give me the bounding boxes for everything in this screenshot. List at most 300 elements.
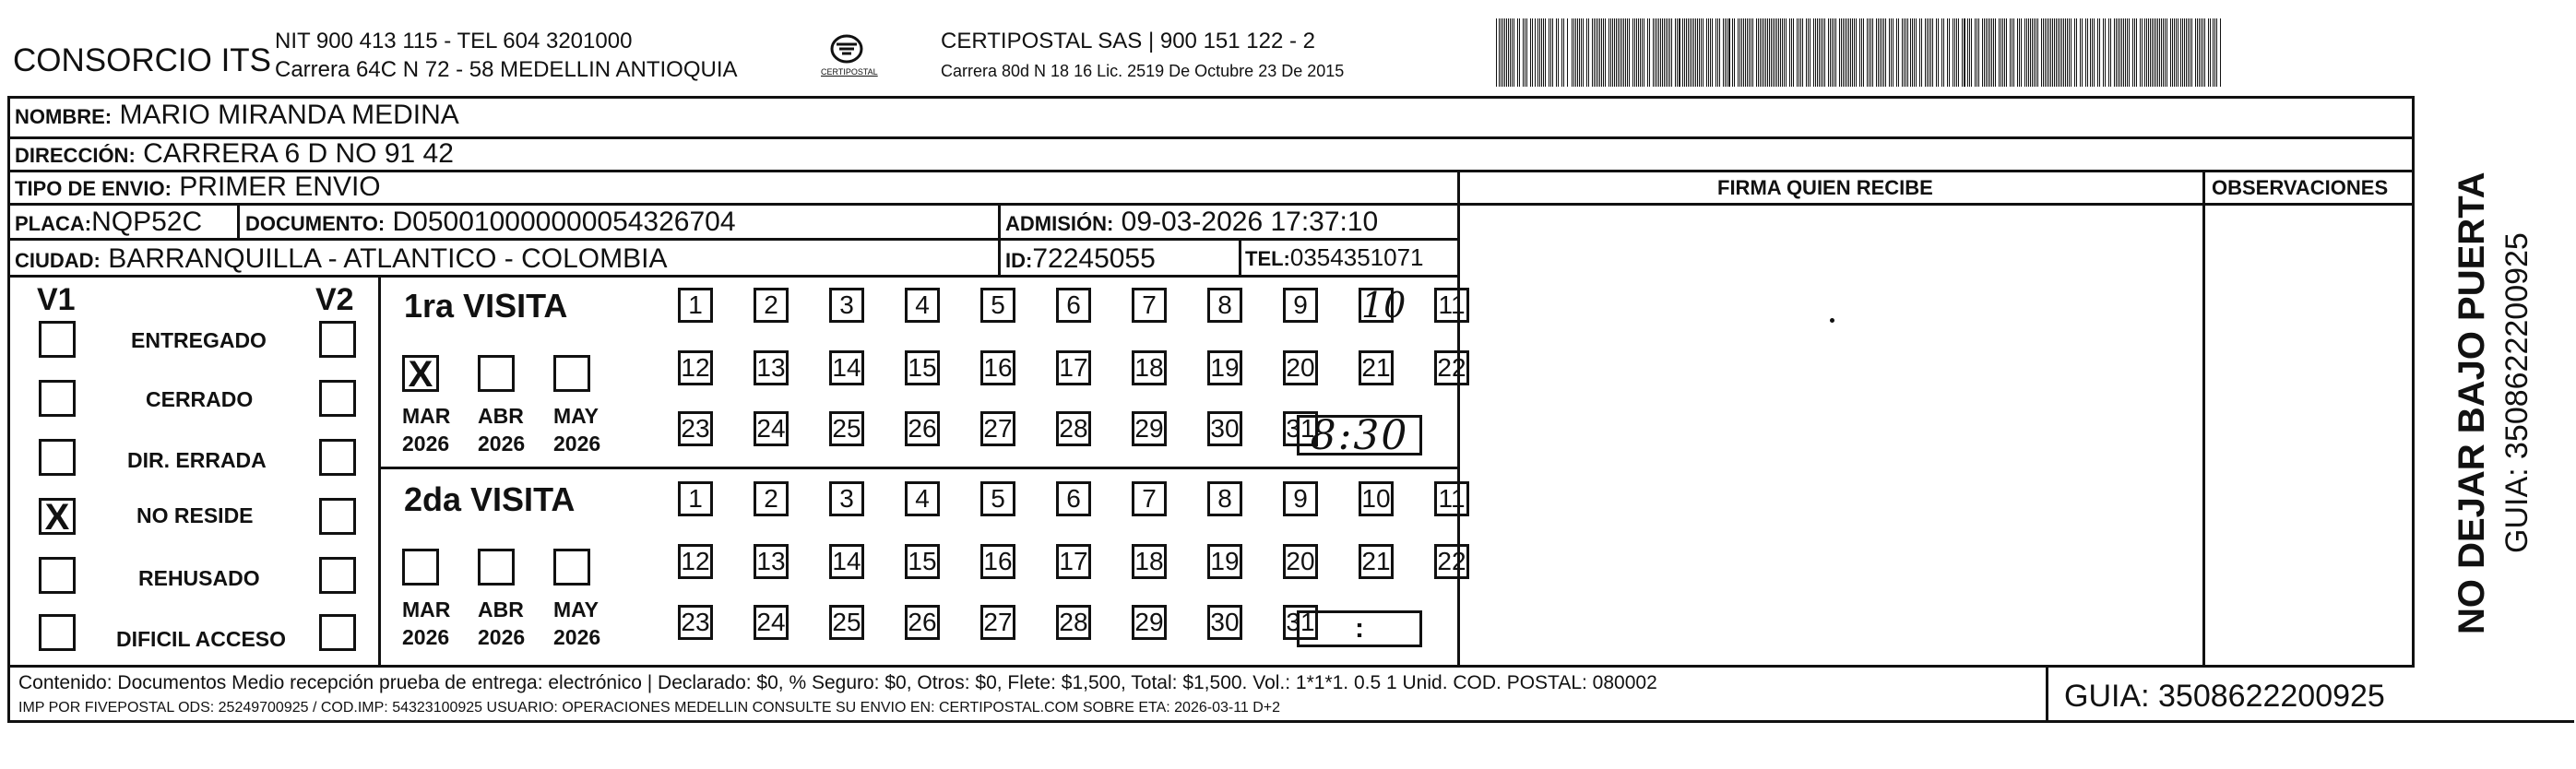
- barcode-bar: [1861, 18, 1862, 87]
- admision-field: [1005, 208, 1378, 236]
- barcode-bar: [1856, 18, 1857, 87]
- visit2-day-20[interactable]: 20: [1283, 544, 1318, 579]
- barcode-bar: [1603, 18, 1604, 87]
- observaciones-label: OBSERVACIONES: [2212, 176, 2389, 199]
- barcode-bar: [1616, 18, 1617, 87]
- barcode-bar: [2165, 18, 2166, 87]
- visit2-day-30[interactable]: 30: [1207, 605, 1242, 640]
- barcode-bar: [2048, 18, 2049, 87]
- barcode-bar: [1914, 18, 1915, 87]
- barcode-bar: [1843, 18, 1844, 87]
- barcode-bar: [1846, 18, 1847, 87]
- visit1-title: 1ra VISITA: [404, 287, 568, 325]
- barcode-bar: [1563, 18, 1564, 87]
- visit2-day-1[interactable]: 1: [678, 481, 713, 516]
- visit2-day-25[interactable]: 25: [829, 605, 864, 640]
- barcode-bar: [1870, 18, 1871, 87]
- barcode-bar: [1854, 18, 1855, 87]
- barcode-bar: [2174, 18, 2175, 87]
- barcode-bar: [2154, 18, 2155, 87]
- visit2-day-6[interactable]: 6: [1056, 481, 1091, 516]
- barcode-bar: [2144, 18, 2145, 87]
- placa-field: [15, 208, 202, 236]
- barcode-bar: [1660, 18, 1661, 87]
- barcode-bar: [1504, 18, 1505, 87]
- visit1-day-7[interactable]: 7: [1132, 288, 1167, 323]
- barcode-bar: [1995, 18, 1996, 87]
- visit2-month-abr-checkbox[interactable]: [478, 549, 515, 586]
- barcode-bar: [2074, 18, 2075, 87]
- barcode-bar: [2004, 18, 2005, 87]
- ciudad-label: CIUDAD:: [15, 249, 101, 272]
- barcode-bar: [1786, 18, 1787, 87]
- tipo-label: TIPO DE ENVIO:: [15, 177, 172, 200]
- barcode-bar: [1541, 18, 1542, 87]
- visit2-day-10[interactable]: 10: [1359, 481, 1394, 516]
- barcode-bar: [1715, 18, 1716, 87]
- tel-label: TEL:: [1245, 247, 1290, 270]
- barcode-bar: [1701, 18, 1702, 87]
- visit2-day-31[interactable]: 31: [1283, 605, 1318, 640]
- v1-mark-no-reside: X: [44, 497, 70, 538]
- barcode-bar: [1800, 18, 1801, 87]
- barcode-bar: [1510, 18, 1511, 87]
- barcode-bar: [1506, 18, 1507, 87]
- visit1-month-abr-checkbox[interactable]: [478, 355, 515, 392]
- visit2-day-15[interactable]: 15: [905, 544, 940, 579]
- visit2-month-may-checkbox[interactable]: [553, 549, 590, 586]
- barcode-bar: [1869, 18, 1870, 87]
- visit1-day-21[interactable]: 21: [1359, 350, 1394, 385]
- barcode-bar: [1519, 18, 1520, 87]
- barcode-bar: [2056, 18, 2057, 87]
- barcode-bar: [1723, 18, 1724, 87]
- barcode-bar: [2199, 18, 2200, 87]
- barcode-bar: [1656, 18, 1657, 87]
- barcode-bar: [2197, 18, 2198, 87]
- barcode-bar: [1769, 18, 1770, 87]
- admision-value: 09-03-2026 17:37:10: [1121, 207, 1379, 237]
- barcode-bar: [2191, 18, 2192, 87]
- barcode-bar: [2099, 18, 2100, 87]
- barcode-bar: [1655, 18, 1656, 87]
- barcode-bar: [1964, 18, 1965, 87]
- visit2-day-14[interactable]: 14: [829, 544, 864, 579]
- barcode-bar: [2037, 18, 2038, 87]
- visit2-day-26[interactable]: 26: [905, 605, 940, 640]
- barcode-bar: [1878, 18, 1879, 87]
- barcode-bar: [1773, 18, 1774, 87]
- barcode-bar: [1830, 18, 1831, 87]
- carrier-address: Carrera 80d N 18 16 Lic. 2519 De Octubre 23 De 2015: [941, 62, 1345, 80]
- barcode-bar: [1581, 18, 1582, 87]
- visit2-day-11[interactable]: 11: [1434, 481, 1469, 516]
- barcode-bar: [2166, 18, 2167, 87]
- barcode-bar: [1664, 18, 1665, 87]
- visit1-day-24[interactable]: 24: [754, 411, 789, 446]
- id-value: 72245055: [1032, 243, 1156, 274]
- visit2-day-5[interactable]: 5: [980, 481, 1015, 516]
- visit2-time-field[interactable]: [1297, 610, 1422, 647]
- v2-checkbox-entregado[interactable]: [319, 321, 356, 358]
- barcode-bar: [2047, 18, 2048, 87]
- barcode: [1496, 18, 2225, 87]
- barcode-bar: [2176, 18, 2177, 87]
- barcode-bar: [2110, 18, 2111, 87]
- v1-checkbox-rehusado[interactable]: [39, 557, 76, 594]
- barcode-bar: [1708, 18, 1709, 87]
- visit1-day-23[interactable]: 23: [678, 411, 713, 446]
- barcode-bar: [2002, 18, 2003, 87]
- barcode-bar: [1739, 18, 1740, 87]
- barcode-bar: [1526, 18, 1527, 87]
- barcode-bar: [2195, 18, 2196, 87]
- visit1-day-mark: 10: [1361, 285, 1407, 325]
- visit2-day-16[interactable]: 16: [980, 544, 1015, 579]
- v1-checkbox-dir-errada[interactable]: [39, 439, 76, 476]
- visit1-month-mar-label: MAR: [402, 404, 451, 428]
- barcode-bar: [2021, 18, 2022, 87]
- tel-field: [1245, 245, 1424, 269]
- nombre-value: MARIO MIRANDA MEDINA: [119, 100, 459, 130]
- barcode-bar: [1791, 18, 1792, 87]
- barcode-bar: [1745, 18, 1746, 87]
- barcode-bar: [2094, 18, 2095, 87]
- visit1-day-18[interactable]: 18: [1132, 350, 1167, 385]
- barcode-bar: [1991, 18, 1992, 87]
- barcode-bar: [1962, 18, 1963, 87]
- documento-field: [245, 208, 736, 236]
- visit2-day-13[interactable]: 13: [754, 544, 789, 579]
- barcode-bar: [1839, 18, 1840, 87]
- barcode-bar: [1537, 18, 1538, 87]
- barcode-bar: [1743, 18, 1744, 87]
- visit2-day-2[interactable]: 2: [754, 481, 789, 516]
- ink-dot: [1830, 318, 1834, 323]
- barcode-bar: [1640, 18, 1641, 87]
- barcode-bar: [2024, 18, 2025, 87]
- barcode-bar: [1956, 18, 1957, 87]
- barcode-bar: [1832, 18, 1833, 87]
- barcode-bar: [1575, 18, 1576, 87]
- barcode-bar: [2121, 18, 2122, 87]
- v1-checkbox-cerrado[interactable]: [39, 380, 76, 417]
- barcode-bar: [1530, 18, 1531, 87]
- ciudad-value: BARRANQUILLA - ATLANTICO - COLOMBIA: [108, 243, 668, 274]
- v2-checkbox-rehusado[interactable]: [319, 557, 356, 594]
- barcode-bar: [1690, 18, 1691, 87]
- barcode-bar: [2065, 18, 2066, 87]
- barcode-bar: [2170, 18, 2171, 87]
- visit2-day-17[interactable]: 17: [1056, 544, 1091, 579]
- visit1-day-6[interactable]: 6: [1056, 288, 1091, 323]
- barcode-bar: [1841, 18, 1842, 87]
- barcode-bar: [1925, 18, 1926, 87]
- barcode-bar: [1684, 18, 1685, 87]
- v2-checkbox-cerrado[interactable]: [319, 380, 356, 417]
- visit2-day-3[interactable]: 3: [829, 481, 864, 516]
- certipostal-logo-icon: [819, 33, 878, 79]
- company-address: Carrera 64C N 72 - 58 MEDELLIN ANTIOQUIA: [275, 57, 738, 82]
- barcode-bar: [1638, 18, 1639, 87]
- visit1-day-17[interactable]: 17: [1056, 350, 1091, 385]
- barcode-bar: [2108, 18, 2109, 87]
- visit1-time-field[interactable]: [1297, 412, 1422, 459]
- barcode-bar: [1947, 18, 1948, 87]
- barcode-bar: [1771, 18, 1772, 87]
- visit2-month-may-label: MAY: [553, 597, 599, 621]
- barcode-bar: [2087, 18, 2088, 87]
- barcode-bar: [1517, 18, 1518, 87]
- barcode-bar: [1943, 18, 1944, 87]
- barcode-bar: [1682, 18, 1683, 87]
- barcode-bar: [1558, 18, 1559, 87]
- barcode-bar: [2045, 18, 2046, 87]
- barcode-bar: [1596, 18, 1597, 87]
- barcode-bar: [1586, 18, 1587, 87]
- barcode-bar: [1592, 18, 1593, 87]
- barcode-bar: [1612, 18, 1613, 87]
- visit1-time-value: 8:30: [1310, 412, 1409, 459]
- barcode-bar: [1632, 18, 1633, 87]
- barcode-bar: [1695, 18, 1696, 87]
- placa-label: PLACA:: [15, 212, 92, 235]
- visit1-day-26[interactable]: 26: [905, 411, 940, 446]
- barcode-bar: [2136, 18, 2137, 87]
- barcode-bar: [1850, 18, 1851, 87]
- tipo-row: [15, 173, 381, 201]
- visit1-day-8[interactable]: 8: [1207, 288, 1242, 323]
- visit1-day-10[interactable]: [1359, 285, 1407, 325]
- visit1-day-25[interactable]: 25: [829, 411, 864, 446]
- v1-checkbox-dificil-acceso[interactable]: [39, 614, 76, 651]
- barcode-bar: [2202, 18, 2203, 87]
- barcode-bar: [2123, 18, 2124, 87]
- barcode-bar: [2013, 18, 2014, 87]
- visit1-day-31[interactable]: 31: [1283, 411, 1318, 446]
- visit1-day-28[interactable]: 28: [1056, 411, 1091, 446]
- visit2-month-mar-checkbox[interactable]: [402, 549, 439, 586]
- ciudad-field: [15, 245, 667, 273]
- visit2-day-27[interactable]: 27: [980, 605, 1015, 640]
- barcode-bar: [2041, 18, 2042, 87]
- barcode-bar: [1732, 18, 1733, 87]
- visit2-day-7[interactable]: 7: [1132, 481, 1167, 516]
- status-label-cerrado: CERRADO: [146, 387, 254, 411]
- barcode-bar: [2216, 18, 2217, 87]
- visit2-day-22[interactable]: 22: [1434, 544, 1469, 579]
- v2-checkbox-dir-errada[interactable]: [319, 439, 356, 476]
- barcode-bar: [1782, 18, 1783, 87]
- visit2-day-28[interactable]: 28: [1056, 605, 1091, 640]
- barcode-bar: [1780, 18, 1781, 87]
- barcode-bar: [1889, 18, 1890, 87]
- barcode-bar: [1910, 18, 1911, 87]
- visit1-month-abr-label: ABR: [478, 404, 524, 428]
- barcode-bar: [2118, 18, 2119, 87]
- barcode-bar: [1675, 18, 1676, 87]
- barcode-bar: [2092, 18, 2093, 87]
- id-field: [1005, 245, 1156, 273]
- visit2-day-29[interactable]: 29: [1132, 605, 1167, 640]
- barcode-bar: [1501, 18, 1502, 87]
- barcode-bar: [1919, 18, 1920, 87]
- visit1-day-1[interactable]: 1: [678, 288, 713, 323]
- visit1-day-29[interactable]: 29: [1132, 411, 1167, 446]
- barcode-bar: [1986, 18, 1987, 87]
- visit1-month-abr-year: 2026: [478, 432, 526, 455]
- barcode-bar: [1967, 18, 1968, 87]
- barcode-bar: [1629, 18, 1630, 87]
- barcode-bar: [2034, 18, 2035, 87]
- barcode-bar: [1989, 18, 1990, 87]
- visit1-day-12[interactable]: 12: [678, 350, 713, 385]
- visit1-day-13[interactable]: 13: [754, 350, 789, 385]
- side-warning: NO DEJAR BAJO PUERTA: [2451, 172, 2492, 634]
- barcode-bar: [2127, 18, 2128, 87]
- visit2-day-21[interactable]: 21: [1359, 544, 1394, 579]
- v2-checkbox-no-reside[interactable]: [319, 498, 356, 535]
- visit2-day-4[interactable]: 4: [905, 481, 940, 516]
- visit1-day-2[interactable]: 2: [754, 288, 789, 323]
- barcode-bar: [2159, 18, 2160, 87]
- barcode-bar: [1749, 18, 1750, 87]
- barcode-bar: [2213, 18, 2214, 87]
- visit2-month-abr-label: ABR: [478, 597, 524, 621]
- barcode-bar: [1610, 18, 1611, 87]
- visit2-day-23[interactable]: 23: [678, 605, 713, 640]
- visit2-month-mar-label: MAR: [402, 597, 451, 621]
- barcode-bar: [1738, 18, 1739, 87]
- barcode-bar: [1556, 18, 1557, 87]
- barcode-bar: [2214, 18, 2215, 87]
- barcode-bar: [1765, 18, 1766, 87]
- visit1-day-16[interactable]: 16: [980, 350, 1015, 385]
- barcode-bar: [2163, 18, 2164, 87]
- barcode-bar: [2010, 18, 2011, 87]
- barcode-bar: [1984, 18, 1985, 87]
- barcode-bar: [1697, 18, 1698, 87]
- barcode-bar: [1921, 18, 1922, 87]
- barcode-bar: [1621, 18, 1622, 87]
- barcode-bar: [2142, 18, 2143, 87]
- barcode-bar: [2006, 18, 2007, 87]
- barcode-bar: [2082, 18, 2083, 87]
- visit1-day-27[interactable]: 27: [980, 411, 1015, 446]
- visit1-day-3[interactable]: 3: [829, 288, 864, 323]
- barcode-bar: [1789, 18, 1790, 87]
- visit1-day-15[interactable]: 15: [905, 350, 940, 385]
- direccion-row: [15, 140, 454, 168]
- barcode-bar: [2019, 18, 2020, 87]
- barcode-bar: [2129, 18, 2130, 87]
- barcode-bar: [1677, 18, 1678, 87]
- barcode-bar: [1686, 18, 1687, 87]
- barcode-bar: [1623, 18, 1624, 87]
- firma-label: FIRMA QUIEN RECIBE: [1717, 176, 1933, 199]
- barcode-bar: [2184, 18, 2185, 87]
- visit1-day-20[interactable]: 20: [1283, 350, 1318, 385]
- barcode-bar: [2132, 18, 2133, 87]
- visit2-day-18[interactable]: 18: [1132, 544, 1167, 579]
- barcode-bar: [1916, 18, 1917, 87]
- barcode-bar: [1784, 18, 1785, 87]
- visit2-day-12[interactable]: 12: [678, 544, 713, 579]
- barcode-bar: [1532, 18, 1533, 87]
- barcode-bar: [2054, 18, 2055, 87]
- visit2-day-24[interactable]: 24: [754, 605, 789, 640]
- visit1-day-11[interactable]: 11: [1434, 288, 1469, 323]
- barcode-bar: [2220, 18, 2221, 87]
- barcode-bar: [2028, 18, 2029, 87]
- visit1-day-9[interactable]: 9: [1283, 288, 1318, 323]
- barcode-bar: [1762, 18, 1763, 87]
- barcode-bar: [1815, 18, 1816, 87]
- barcode-bar: [1512, 18, 1513, 87]
- barcode-bar: [2080, 18, 2081, 87]
- visit1-day-19[interactable]: 19: [1207, 350, 1242, 385]
- visit1-month-may-label: MAY: [553, 404, 599, 428]
- visit2-day-9[interactable]: 9: [1283, 481, 1318, 516]
- barcode-bar: [1763, 18, 1764, 87]
- tel-value: 0354351071: [1289, 243, 1424, 271]
- barcode-bar: [1848, 18, 1849, 87]
- barcode-bar: [1502, 18, 1503, 87]
- visit1-month-mar-checkbox[interactable]: [402, 354, 439, 395]
- v1-checkbox-no-reside[interactable]: [39, 497, 76, 538]
- barcode-bar: [1719, 18, 1720, 87]
- barcode-bar: [1936, 18, 1937, 87]
- v1-label: V1: [37, 282, 76, 317]
- v1-checkbox-entregado[interactable]: [39, 321, 76, 358]
- barcode-bar: [2058, 18, 2059, 87]
- visit1-day-30[interactable]: 30: [1207, 411, 1242, 446]
- barcode-bar: [1797, 18, 1798, 87]
- barcode-bar: [1583, 18, 1584, 87]
- v2-checkbox-dificil-acceso[interactable]: [319, 614, 356, 651]
- barcode-bar: [1669, 18, 1670, 87]
- barcode-bar: [1872, 18, 1873, 87]
- visit1-day-22[interactable]: 22: [1434, 350, 1469, 385]
- visit1-day-4[interactable]: 4: [905, 288, 940, 323]
- footer-guia: GUIA: 3508622200925: [2064, 679, 2385, 714]
- visit1-day-5[interactable]: 5: [980, 288, 1015, 323]
- barcode-bar: [1594, 18, 1595, 87]
- visit2-day-19[interactable]: 19: [1207, 544, 1242, 579]
- v2-label: V2: [315, 282, 354, 317]
- barcode-bar: [1828, 18, 1829, 87]
- barcode-bar: [1891, 18, 1892, 87]
- barcode-bar: [1776, 18, 1777, 87]
- barcode-bar: [1904, 18, 1905, 87]
- barcode-bar: [2105, 18, 2106, 87]
- barcode-bar: [1902, 18, 1903, 87]
- barcode-bar: [2061, 18, 2062, 87]
- visit2-title: 2da VISITA: [404, 480, 576, 518]
- visit1-month-may-checkbox[interactable]: [553, 355, 590, 392]
- visit1-day-14[interactable]: 14: [829, 350, 864, 385]
- barcode-bar: [1905, 18, 1906, 87]
- barcode-bar: [2180, 18, 2181, 87]
- barcode-bar: [2155, 18, 2156, 87]
- barcode-bar: [1859, 18, 1860, 87]
- barcode-bar: [1883, 18, 1884, 87]
- barcode-bar: [1817, 18, 1818, 87]
- barcode-bar: [2067, 18, 2068, 87]
- visit2-day-8[interactable]: 8: [1207, 481, 1242, 516]
- barcode-bar: [1863, 18, 1864, 87]
- barcode-bar: [2097, 18, 2098, 87]
